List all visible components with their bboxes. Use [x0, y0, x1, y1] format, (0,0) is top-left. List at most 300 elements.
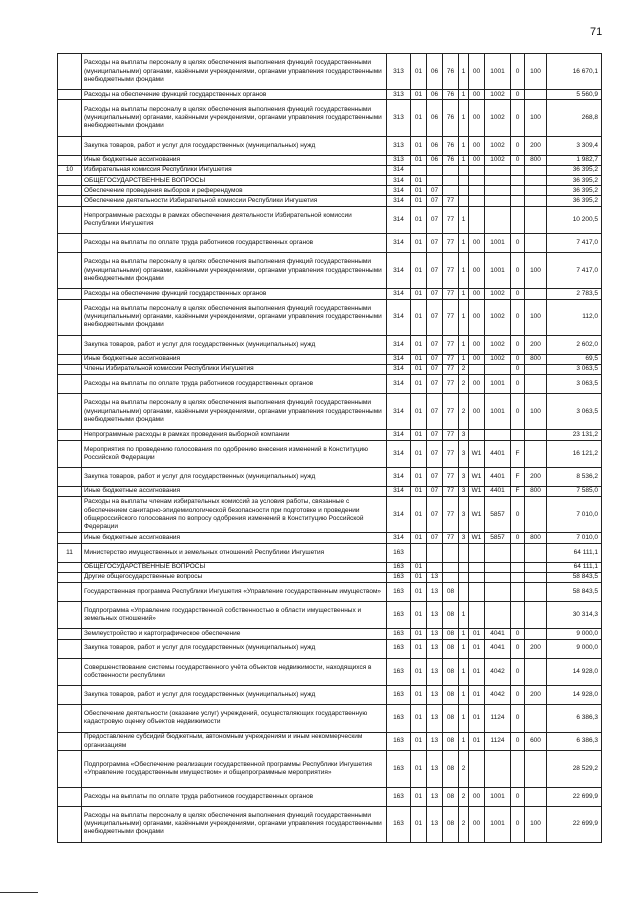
code-expense-type: 200	[525, 136, 547, 155]
code-sub: 0	[511, 658, 525, 686]
code-subprogram: 2	[459, 375, 469, 394]
table-row	[58, 394, 602, 430]
code-sub	[511, 165, 525, 175]
row-number	[58, 136, 82, 155]
code-sub	[511, 751, 525, 787]
code-rz: 01	[411, 54, 427, 90]
code-sub: 0	[511, 335, 525, 354]
row-amount: 28 529,2	[547, 751, 602, 787]
row-name: Избирательная комиссия Республики Ингушетия	[82, 165, 387, 175]
code-rz: 01	[411, 206, 427, 234]
code-program: 08	[443, 787, 459, 806]
footer-line	[0, 892, 38, 893]
code-group: W1	[469, 487, 485, 497]
code-rz: 01	[411, 430, 427, 440]
code-expense-type: 800	[525, 533, 547, 543]
row-amount: 3 063,5	[547, 375, 602, 394]
table-row	[58, 289, 602, 299]
code-sub	[511, 206, 525, 234]
code-expense-type: 100	[525, 299, 547, 335]
code-pr: 07	[427, 289, 443, 299]
row-name: Расходы на выплаты персоналу в целях обеспечения выполнения функций государственными (муниципальными) органами, казёнными учреждениями, органами управления государственными внебюджетными фондами	[82, 253, 387, 289]
row-amount: 14 928,0	[547, 686, 602, 705]
code-pr: 13	[427, 751, 443, 787]
row-number	[58, 497, 82, 533]
code-sub: 0	[511, 806, 525, 842]
code-program: 76	[443, 90, 459, 100]
code-pr: 07	[427, 354, 443, 364]
row-name: Расходы на выплаты по оплате труда работников государственных органов	[82, 787, 387, 806]
code-rz: 01	[411, 601, 427, 629]
code-pr	[427, 562, 443, 572]
row-number	[58, 562, 82, 572]
table-row	[58, 629, 602, 639]
code-pr: 07	[427, 497, 443, 533]
code-gl: 314	[387, 487, 411, 497]
row-number: 11	[58, 543, 82, 562]
row-number	[58, 430, 82, 440]
code-pr: 13	[427, 658, 443, 686]
code-program: 08	[443, 629, 459, 639]
row-name: Государственная программа Республики Ингушетия «Управление государственным имуществом»	[82, 582, 387, 601]
code-pr: 06	[427, 54, 443, 90]
code-rz: 01	[411, 639, 427, 658]
code-program: 77	[443, 253, 459, 289]
code-group: 01	[469, 732, 485, 751]
code-expense-type: 100	[525, 394, 547, 430]
code-sub: 0	[511, 136, 525, 155]
code-direction: 1001	[485, 253, 511, 289]
code-sub: 0	[511, 253, 525, 289]
code-program: 76	[443, 136, 459, 155]
code-group	[469, 206, 485, 234]
code-gl: 314	[387, 186, 411, 196]
code-program: 08	[443, 601, 459, 629]
code-rz: 01	[411, 176, 427, 186]
code-gl: 314	[387, 364, 411, 374]
code-gl: 163	[387, 751, 411, 787]
row-name: Расходы на выплаты персоналу в целях обеспечения выполнения функций государственными (муниципальными) органами, казёнными учреждениями, органами управления государственными внебюджетными фондами	[82, 806, 387, 842]
row-number: 10	[58, 165, 82, 175]
row-amount: 7 417,0	[547, 234, 602, 253]
code-gl: 163	[387, 806, 411, 842]
code-gl: 313	[387, 100, 411, 136]
code-group	[469, 751, 485, 787]
row-number	[58, 206, 82, 234]
row-number	[58, 253, 82, 289]
code-expense-type: 200	[525, 468, 547, 487]
code-pr: 07	[427, 335, 443, 354]
code-rz: 01	[411, 234, 427, 253]
code-rz: 01	[411, 253, 427, 289]
code-program: 76	[443, 54, 459, 90]
code-subprogram: 3	[459, 497, 469, 533]
code-program: 77	[443, 430, 459, 440]
table-row	[58, 234, 602, 253]
code-subprogram: 2	[459, 394, 469, 430]
code-subprogram: 2	[459, 364, 469, 374]
code-pr: 06	[427, 155, 443, 165]
code-group	[469, 601, 485, 629]
code-pr: 13	[427, 601, 443, 629]
table-row	[58, 155, 602, 165]
code-rz: 01	[411, 136, 427, 155]
code-rz: 01	[411, 289, 427, 299]
row-name: Совершенствование системы государственного учёта объектов недвижимости, находящихся в собственности республики	[82, 658, 387, 686]
table-row	[58, 704, 602, 732]
code-subprogram	[459, 196, 469, 206]
code-pr: 07	[427, 234, 443, 253]
code-rz: 01	[411, 629, 427, 639]
table-row	[58, 176, 602, 186]
code-direction: 1001	[485, 54, 511, 90]
code-group: W1	[469, 440, 485, 468]
table-row	[58, 468, 602, 487]
code-direction	[485, 543, 511, 562]
code-rz: 01	[411, 487, 427, 497]
code-direction: 1001	[485, 234, 511, 253]
code-direction: 1002	[485, 136, 511, 155]
code-direction: 1002	[485, 289, 511, 299]
table-row	[58, 440, 602, 468]
code-subprogram: 1	[459, 601, 469, 629]
code-gl: 163	[387, 629, 411, 639]
code-group: 00	[469, 90, 485, 100]
code-sub: 0	[511, 364, 525, 374]
code-rz: 01	[411, 335, 427, 354]
code-rz: 01	[411, 468, 427, 487]
code-program	[443, 562, 459, 572]
code-pr: 07	[427, 394, 443, 430]
code-expense-type	[525, 90, 547, 100]
code-pr: 13	[427, 806, 443, 842]
code-rz: 01	[411, 440, 427, 468]
row-name: Расходы на выплаты персоналу в целях обеспечения выполнения функций государственными (муниципальными) органами, казёнными учреждениями, органами управления государственными внебюджетными фондами	[82, 100, 387, 136]
code-group	[469, 176, 485, 186]
row-amount: 22 699,9	[547, 787, 602, 806]
code-expense-type	[525, 440, 547, 468]
code-gl: 314	[387, 497, 411, 533]
code-sub: 0	[511, 90, 525, 100]
row-name: Другие общегосударственные вопросы	[82, 572, 387, 582]
code-sub	[511, 572, 525, 582]
code-sub	[511, 176, 525, 186]
code-pr: 06	[427, 90, 443, 100]
code-pr: 07	[427, 468, 443, 487]
code-subprogram: 1	[459, 299, 469, 335]
row-name: Министерство имущественных и земельных отношений Республики Ингушетия	[82, 543, 387, 562]
row-name: Обеспечение проведения выборов и референдумов	[82, 186, 387, 196]
row-amount: 7 585,0	[547, 487, 602, 497]
code-program: 77	[443, 206, 459, 234]
code-program: 77	[443, 196, 459, 206]
row-amount: 14 928,0	[547, 658, 602, 686]
code-rz: 01	[411, 375, 427, 394]
code-group: 00	[469, 234, 485, 253]
code-subprogram	[459, 165, 469, 175]
row-number	[58, 686, 82, 705]
code-direction: 4042	[485, 686, 511, 705]
row-name: Расходы на выплаты персоналу в целях обеспечения выполнения функций государственными (муниципальными) органами, казёнными учреждениями, органами управления государственными внебюджетными фондами	[82, 299, 387, 335]
code-program: 77	[443, 487, 459, 497]
table-row	[58, 196, 602, 206]
row-number	[58, 364, 82, 374]
row-number	[58, 186, 82, 196]
code-group: W1	[469, 468, 485, 487]
code-rz: 01	[411, 394, 427, 430]
code-program: 77	[443, 234, 459, 253]
row-number	[58, 533, 82, 543]
row-name: Землеустройство и картографическое обеспечение	[82, 629, 387, 639]
code-group: 00	[469, 289, 485, 299]
code-group: 00	[469, 155, 485, 165]
code-direction: 1001	[485, 375, 511, 394]
row-amount: 7 010,0	[547, 533, 602, 543]
code-sub: 0	[511, 234, 525, 253]
code-subprogram	[459, 582, 469, 601]
row-number	[58, 468, 82, 487]
code-gl: 163	[387, 582, 411, 601]
code-rz: 01	[411, 658, 427, 686]
row-name: Закупка товаров, работ и услуг для государственных (муниципальных) нужд	[82, 468, 387, 487]
row-amount: 268,8	[547, 100, 602, 136]
code-expense-type: 100	[525, 100, 547, 136]
code-program	[443, 572, 459, 582]
row-name: Подпрограмма «Управление государственной собственностью в области имущественных и земельных отношений»	[82, 601, 387, 629]
code-direction	[485, 572, 511, 582]
row-number	[58, 196, 82, 206]
code-direction: 1001	[485, 394, 511, 430]
code-direction: 1002	[485, 90, 511, 100]
code-subprogram: 1	[459, 639, 469, 658]
code-program: 77	[443, 375, 459, 394]
code-program: 77	[443, 289, 459, 299]
page-number: 71	[590, 26, 603, 38]
code-rz: 01	[411, 572, 427, 582]
table-row	[58, 487, 602, 497]
code-gl: 314	[387, 533, 411, 543]
code-direction: 1001	[485, 806, 511, 842]
code-direction: 4041	[485, 629, 511, 639]
code-program: 77	[443, 497, 459, 533]
code-program: 76	[443, 100, 459, 136]
code-sub: 0	[511, 787, 525, 806]
row-number	[58, 787, 82, 806]
code-pr: 13	[427, 787, 443, 806]
code-pr	[427, 543, 443, 562]
code-direction: 4401	[485, 468, 511, 487]
code-expense-type	[525, 658, 547, 686]
row-name: Закупка товаров, работ и услуг для государственных (муниципальных) нужд	[82, 335, 387, 354]
code-gl: 314	[387, 394, 411, 430]
code-expense-type: 100	[525, 806, 547, 842]
code-rz: 01	[411, 196, 427, 206]
code-subprogram: 1	[459, 354, 469, 364]
code-program	[443, 543, 459, 562]
row-amount: 10 200,5	[547, 206, 602, 234]
code-group: 00	[469, 354, 485, 364]
code-expense-type: 200	[525, 335, 547, 354]
table-row	[58, 430, 602, 440]
code-pr	[427, 176, 443, 186]
code-expense-type	[525, 364, 547, 374]
code-rz: 01	[411, 299, 427, 335]
code-subprogram: 1	[459, 629, 469, 639]
code-pr: 07	[427, 487, 443, 497]
code-subprogram: 3	[459, 468, 469, 487]
code-expense-type	[525, 601, 547, 629]
code-sub	[511, 543, 525, 562]
code-group	[469, 196, 485, 206]
code-pr: 13	[427, 639, 443, 658]
code-expense-type	[525, 196, 547, 206]
code-gl: 313	[387, 136, 411, 155]
row-amount: 58 843,5	[547, 572, 602, 582]
code-expense-type	[525, 572, 547, 582]
code-gl: 314	[387, 335, 411, 354]
code-expense-type	[525, 206, 547, 234]
row-name: Обеспечение деятельности (оказание услуг) учреждений, осуществляющих государственную кадастровую оценку объектов недвижимости	[82, 704, 387, 732]
code-gl: 163	[387, 562, 411, 572]
code-sub: 0	[511, 639, 525, 658]
code-expense-type: 100	[525, 54, 547, 90]
code-pr: 06	[427, 100, 443, 136]
code-direction	[485, 562, 511, 572]
row-amount: 64 111,1	[547, 543, 602, 562]
code-subprogram: 1	[459, 335, 469, 354]
table-row	[58, 806, 602, 842]
code-subprogram: 1	[459, 289, 469, 299]
code-expense-type	[525, 176, 547, 186]
code-gl: 163	[387, 787, 411, 806]
code-pr: 07	[427, 430, 443, 440]
row-name: Предоставление субсидий бюджетным, автономным учреждениям и иным некоммерческим организациям	[82, 732, 387, 751]
row-number	[58, 394, 82, 430]
code-program: 77	[443, 354, 459, 364]
code-subprogram: 3	[459, 487, 469, 497]
code-sub	[511, 196, 525, 206]
table-row	[58, 90, 602, 100]
code-expense-type: 200	[525, 639, 547, 658]
code-sub: 0	[511, 375, 525, 394]
table-row	[58, 354, 602, 364]
table-row	[58, 100, 602, 136]
table-row	[58, 658, 602, 686]
code-expense-type	[525, 234, 547, 253]
code-subprogram: 2	[459, 806, 469, 842]
table-body	[58, 54, 602, 843]
code-rz: 01	[411, 562, 427, 572]
code-gl: 314	[387, 430, 411, 440]
row-name: Закупка товаров, работ и услуг для государственных (муниципальных) нужд	[82, 136, 387, 155]
row-amount: 7 010,0	[547, 497, 602, 533]
table-row	[58, 732, 602, 751]
code-expense-type	[525, 704, 547, 732]
code-gl: 314	[387, 165, 411, 175]
row-name: Иные бюджетные ассигнования	[82, 155, 387, 165]
row-name: Иные бюджетные ассигнования	[82, 354, 387, 364]
code-expense-type: 800	[525, 155, 547, 165]
code-gl: 314	[387, 299, 411, 335]
row-amount: 36 395,2	[547, 196, 602, 206]
code-rz: 01	[411, 100, 427, 136]
code-subprogram: 3	[459, 533, 469, 543]
code-expense-type	[525, 186, 547, 196]
row-number	[58, 601, 82, 629]
code-subprogram: 1	[459, 704, 469, 732]
row-name: Расходы на выплаты персоналу в целях обеспечения выполнения функций государственными (муниципальными) органами, казёнными учреждениями, органами управления государственными внебюджетными фондами	[82, 394, 387, 430]
row-name: Расходы на выплаты по оплате труда работников государственных органов	[82, 234, 387, 253]
code-program: 77	[443, 440, 459, 468]
code-sub	[511, 562, 525, 572]
code-gl: 163	[387, 658, 411, 686]
row-amount: 7 417,0	[547, 253, 602, 289]
code-subprogram: 1	[459, 90, 469, 100]
code-expense-type	[525, 543, 547, 562]
row-amount: 1 982,7	[547, 155, 602, 165]
row-name: Непрограммные расходы в рамках обеспечения деятельности Избирательной комиссии Республики Ингушетия	[82, 206, 387, 234]
row-number	[58, 375, 82, 394]
row-number	[58, 90, 82, 100]
code-group: 01	[469, 686, 485, 705]
code-direction: 1124	[485, 732, 511, 751]
code-pr: 07	[427, 196, 443, 206]
code-subprogram	[459, 543, 469, 562]
code-program: 76	[443, 155, 459, 165]
code-subprogram: 3	[459, 440, 469, 468]
row-amount: 3 063,5	[547, 394, 602, 430]
table-row	[58, 572, 602, 582]
code-sub: 0	[511, 629, 525, 639]
code-group: 00	[469, 375, 485, 394]
code-direction: 1002	[485, 335, 511, 354]
code-sub: F	[511, 487, 525, 497]
code-pr: 07	[427, 440, 443, 468]
code-expense-type	[525, 289, 547, 299]
code-group: 00	[469, 787, 485, 806]
code-sub: 0	[511, 497, 525, 533]
code-direction	[485, 186, 511, 196]
code-group: 00	[469, 299, 485, 335]
code-pr: 07	[427, 253, 443, 289]
code-pr: 07	[427, 375, 443, 394]
row-amount: 2 783,5	[547, 289, 602, 299]
code-program: 08	[443, 751, 459, 787]
code-pr	[427, 165, 443, 175]
code-expense-type: 100	[525, 253, 547, 289]
row-number	[58, 100, 82, 136]
code-gl: 313	[387, 90, 411, 100]
code-rz: 01	[411, 533, 427, 543]
row-number	[58, 354, 82, 364]
code-pr: 13	[427, 629, 443, 639]
code-gl: 163	[387, 704, 411, 732]
code-pr: 13	[427, 582, 443, 601]
row-number	[58, 289, 82, 299]
row-name: Подпрограмма «Обеспечение реализации государственной программы Республики Ингушетия «Управление государственным имуществом» и общепрограммные мероприятия»	[82, 751, 387, 787]
code-gl: 314	[387, 234, 411, 253]
code-direction	[485, 751, 511, 787]
row-name: Расходы на выплаты по оплате труда работников государственных органов	[82, 375, 387, 394]
code-rz: 01	[411, 364, 427, 374]
row-name: Иные бюджетные ассигнования	[82, 533, 387, 543]
row-amount: 64 111,1	[547, 562, 602, 572]
code-pr: 13	[427, 732, 443, 751]
code-group	[469, 572, 485, 582]
code-pr: 13	[427, 686, 443, 705]
row-number	[58, 704, 82, 732]
code-group: 00	[469, 806, 485, 842]
